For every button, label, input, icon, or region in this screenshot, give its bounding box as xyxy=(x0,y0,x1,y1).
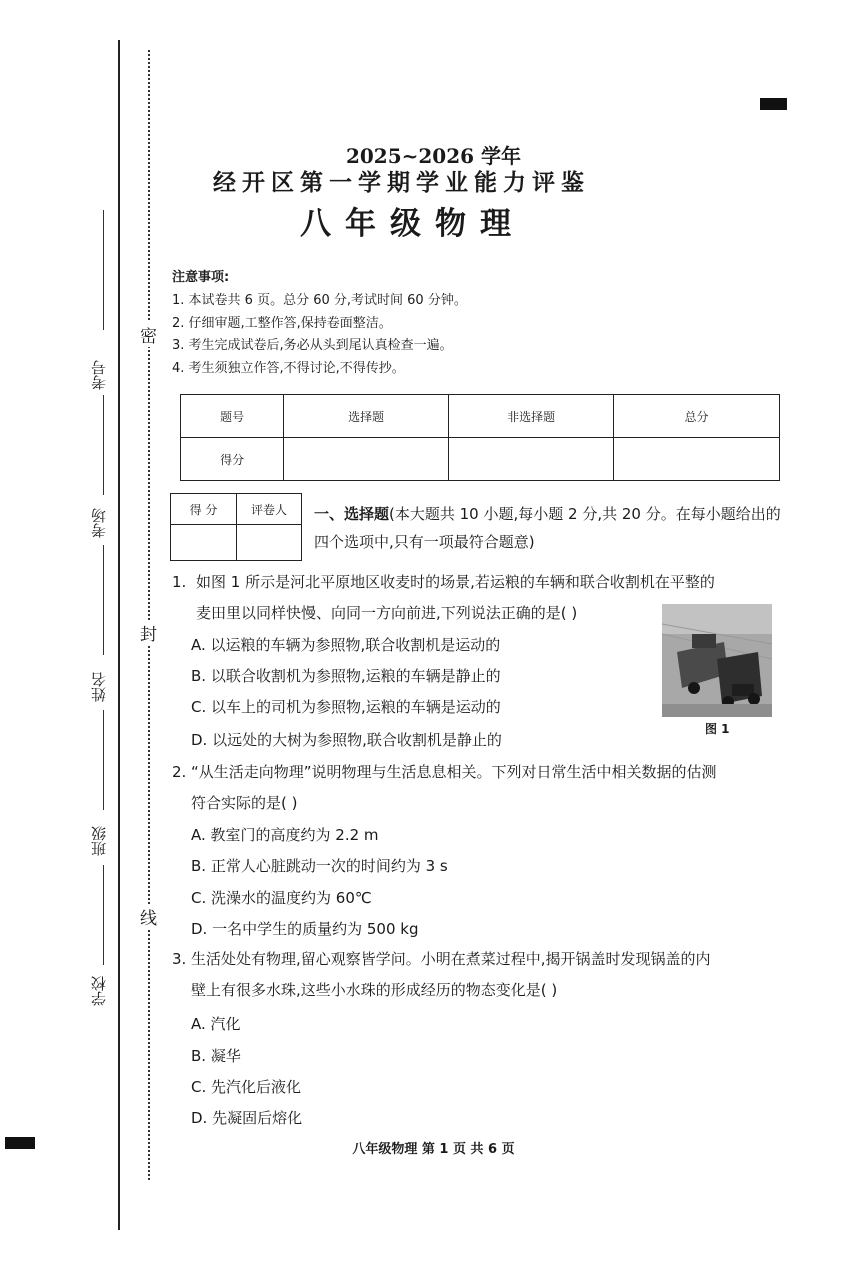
scan-mark-top-right xyxy=(760,98,787,110)
note-item: 3. 考生完成试卷后,务必从头到尾认真检查一遍。 xyxy=(172,338,453,353)
exam-subject: 八年级物理 xyxy=(300,206,525,242)
class-label: 班级 xyxy=(90,826,108,856)
option: B. 以联合收割机为参照物,运粮的车辆是静止的 xyxy=(191,667,501,685)
score-row-label: 得分 xyxy=(181,438,284,481)
cut-line xyxy=(148,50,150,1180)
score-cell-choice xyxy=(284,438,449,481)
exam-room-underline xyxy=(103,395,104,495)
binding-line xyxy=(118,40,120,1230)
name-label: 姓名 xyxy=(90,672,108,702)
score-header-number: 题号 xyxy=(181,395,284,438)
question-number: 3. xyxy=(172,950,187,968)
section-heading xyxy=(314,500,784,556)
class-underline xyxy=(103,710,104,810)
score-header-total: 总分 xyxy=(614,395,780,438)
page-footer: 八年级物理 第 1 页 共 6 页 xyxy=(352,1142,515,1157)
question-number: 1. xyxy=(172,573,187,591)
question-number: 2. xyxy=(172,763,187,781)
exam-year: 2025~2026 学年 xyxy=(345,144,522,168)
option: D. 一名中学生的质量约为 500 kg xyxy=(191,920,419,938)
grade-grader-label: 评卷人 xyxy=(237,494,302,525)
option: A. 汽化 xyxy=(191,1015,241,1033)
option: D. 先凝固后熔化 xyxy=(191,1109,303,1127)
seal-char-feng: 封 xyxy=(140,620,157,645)
exam-number-underline xyxy=(103,210,104,330)
option: B. 正常人心脏跳动一次的时间约为 3 s xyxy=(191,857,448,875)
question-stem: 壁上有很多水珠,这些小水珠的形成经历的物态变化是( ) xyxy=(191,981,558,999)
note-item: 1. 本试卷共 6 页。总分 60 分,考试时间 60 分钟。 xyxy=(172,293,467,308)
grade-score-cell xyxy=(171,525,237,561)
grade-score-label: 得 分 xyxy=(171,494,237,525)
note-item: 4. 考生须独立作答,不得讨论,不得传抄。 xyxy=(172,361,405,376)
figure-caption: 图 1 xyxy=(705,722,730,736)
option: A. 以运粮的车辆为参照物,联合收割机是运动的 xyxy=(191,636,501,654)
option: D. 以远处的大树为参照物,联合收割机是静止的 xyxy=(191,731,502,749)
school-label: 学校 xyxy=(90,976,108,1006)
seal-char-mi: 密 xyxy=(140,322,157,347)
school-underline xyxy=(103,865,104,965)
section-description: (本大题共 10 小题,每小题 2 分,共 20 分。在每小题给出的四个选项中,只有一项最符合题意) xyxy=(314,505,781,551)
note-item: 2. 仔细审题,工整作答,保持卷面整洁。 xyxy=(172,316,392,331)
score-table xyxy=(180,394,780,481)
score-cell-nonchoice xyxy=(449,438,614,481)
score-header-choice: 选择题 xyxy=(284,395,449,438)
section-title: 一、选择题 xyxy=(314,505,390,523)
option: C. 先汽化后液化 xyxy=(191,1078,302,1096)
exam-room-label: 考场 xyxy=(90,508,108,538)
option: C. 洗澡水的温度约为 60℃ xyxy=(191,889,372,907)
name-underline xyxy=(103,545,104,655)
option: C. 以车上的司机为参照物,运粮的车辆是运动的 xyxy=(191,698,501,716)
grade-grader-cell xyxy=(237,525,302,561)
question-stem: 生活处处有物理,留心观察皆学问。小明在煮菜过程中,揭开锅盖时发现锅盖的内 xyxy=(191,950,711,968)
question-stem: 符合实际的是( ) xyxy=(191,794,298,812)
grade-box xyxy=(170,493,302,561)
exam-title: 经开区第一学期学业能力评鉴 xyxy=(213,169,590,196)
harvest-photo xyxy=(662,604,772,717)
score-header-nonchoice: 非选择题 xyxy=(449,395,614,438)
option: B. 凝华 xyxy=(191,1047,241,1065)
question-stem: 如图 1 所示是河北平原地区收麦时的场景,若运粮的车辆和联合收割机在平整的 xyxy=(196,573,715,591)
question-stem: “从生活走向物理”说明物理与生活息息相关。下列对日常生活中相关数据的估测 xyxy=(191,763,717,781)
question-stem: 麦田里以同样快慢、向同一方向前进,下列说法正确的是( ) xyxy=(196,604,578,622)
seal-char-xian: 线 xyxy=(140,904,157,929)
exam-number-label: 考号 xyxy=(90,360,108,390)
notes-heading: 注意事项: xyxy=(172,270,230,285)
option: A. 教室门的高度约为 2.2 m xyxy=(191,826,379,844)
score-cell-total xyxy=(614,438,780,481)
